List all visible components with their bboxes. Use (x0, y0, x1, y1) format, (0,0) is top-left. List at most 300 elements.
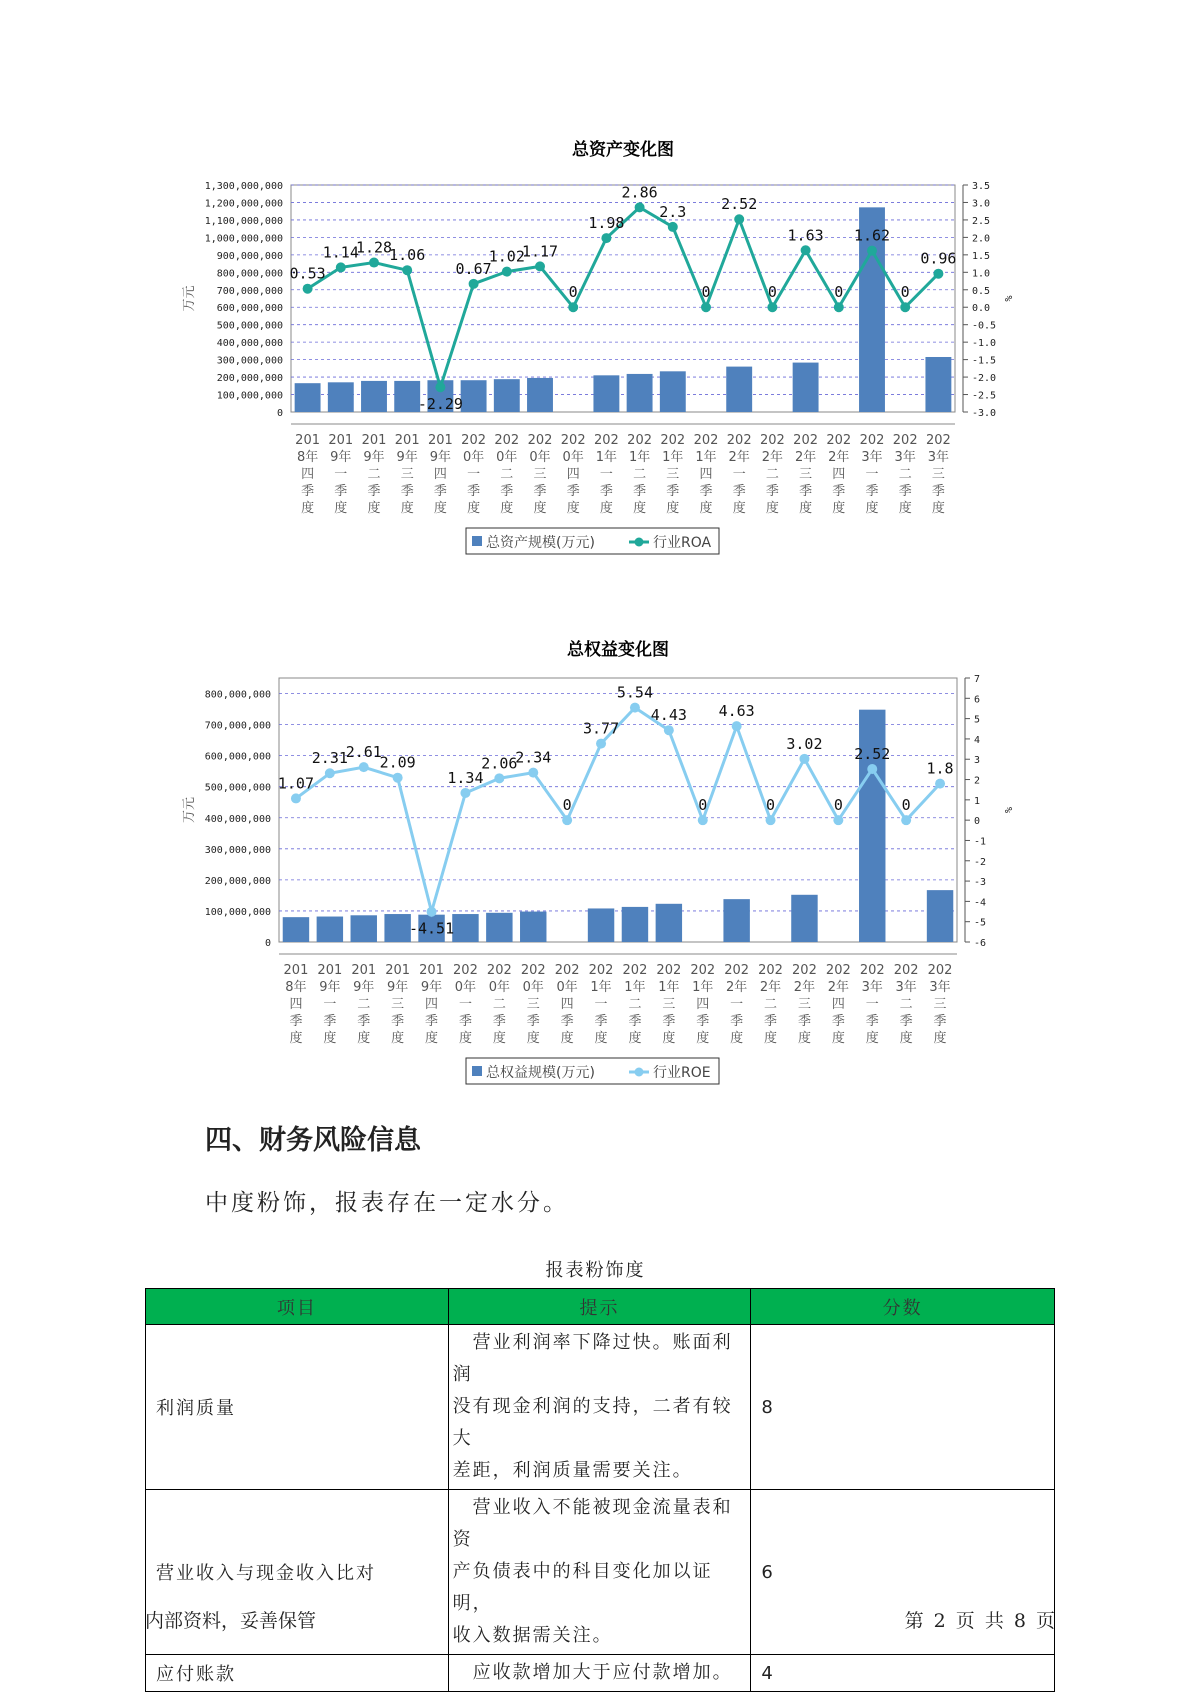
x-tick-label-line: 2年 (728, 450, 750, 465)
y2-tick-label: 2.0 (972, 233, 991, 245)
table-caption: 报表粉饰度 (545, 1260, 646, 1281)
x-tick-label-line: 度 (865, 501, 879, 516)
x-tick-label (528, 433, 553, 516)
x-tick-label-line: 季 (357, 1014, 371, 1029)
table-cell-tip (448, 1655, 751, 1692)
table-header-tip: 提示 (448, 1289, 751, 1325)
x-tick-label-line: 8年 (285, 980, 307, 995)
x-tick-label-line: 202 (520, 963, 546, 978)
line-point (291, 793, 301, 803)
x-tick-label-line: 三 (931, 467, 945, 482)
line-point (568, 302, 578, 312)
y-tick-label: 500,000,000 (204, 782, 271, 794)
section-heading: 四、财务风险信息 (205, 1125, 421, 1156)
x-tick-label-line: 季 (831, 1014, 845, 1029)
x-tick-label-line: 度 (699, 501, 713, 516)
x-tick-label-line: 季 (865, 484, 879, 499)
y2-tick-label: 3.5 (972, 181, 991, 192)
x-tick-label (724, 963, 749, 1046)
table-cell-item: 营业收入与现金收入比对 (146, 1490, 449, 1655)
y-tick-label: 1,100,000,000 (204, 215, 283, 227)
bar (461, 380, 487, 412)
x-tick-label-line: 0年 (522, 980, 544, 995)
tip-line: 产负债表中的科目变化加以证明， (452, 1561, 713, 1614)
x-tick-label (694, 433, 719, 516)
x-tick-label-line: 度 (301, 501, 315, 516)
y2-tick-label: 3 (974, 755, 981, 767)
x-tick-label-line: 3年 (861, 980, 883, 995)
bar (723, 899, 749, 942)
x-tick-label-line: 2年 (793, 980, 816, 995)
x-tick-label-line: 度 (797, 1031, 811, 1046)
x-tick-label (362, 433, 387, 516)
x-tick-label-line: 度 (467, 501, 481, 516)
legend-bar-swatch (472, 1066, 482, 1076)
y2-tick-label: -5 (974, 917, 987, 929)
x-tick-label-line: 度 (931, 501, 945, 516)
x-tick-label-line: 四 (560, 997, 574, 1012)
x-tick-label-line: 季 (433, 484, 447, 499)
x-tick-label-line: 9年 (429, 450, 452, 465)
y2-tick-label: -3.0 (972, 408, 997, 419)
x-tick-label-line: 二 (764, 997, 778, 1012)
x-tick-label-line: 度 (628, 1031, 642, 1046)
line-point (528, 768, 538, 778)
line-point (900, 302, 910, 312)
x-tick-label-line: 季 (730, 1014, 744, 1029)
data-label: 0 (562, 796, 572, 815)
x-tick-label-line: 0年 (496, 450, 518, 465)
bar (328, 382, 354, 412)
y2-tick-label: -2.5 (972, 390, 997, 402)
x-tick-label-line: 季 (458, 1014, 472, 1029)
line-point (935, 779, 945, 789)
line-point (901, 815, 911, 825)
data-label: 1.8 (926, 759, 954, 778)
y2-tick-label: -2.0 (972, 373, 997, 385)
bar (925, 357, 951, 412)
x-tick-label-line: 度 (696, 1031, 710, 1046)
y2-tick-label: 7 (974, 674, 981, 685)
total-assets-chart (0, 140, 1191, 590)
x-tick-label-line: 1年 (658, 980, 680, 995)
x-tick-label-line: 四 (566, 467, 580, 482)
x-tick-label-line: 202 (759, 433, 785, 448)
data-label: 0 (901, 796, 911, 815)
x-tick-label-line: 202 (726, 433, 752, 448)
y-tick-label: 700,000,000 (204, 720, 271, 732)
x-tick-label-line: 202 (927, 963, 953, 978)
y2-tick-label: -0.5 (972, 320, 997, 332)
x-tick-label-line: 202 (622, 963, 648, 978)
x-tick-label-line: 度 (599, 501, 613, 516)
legend-bar-label: 总资产规模(万元) (486, 535, 595, 551)
bar (494, 379, 520, 412)
x-tick-label-line: 202 (527, 433, 553, 448)
line-point (402, 265, 412, 275)
y2-tick-label: 3.0 (972, 198, 991, 210)
y2-tick-label: 5 (974, 714, 981, 726)
table-cell-tip (448, 1490, 751, 1655)
x-tick-label-line: 四 (425, 997, 439, 1012)
bar (726, 367, 752, 412)
x-tick-label-line: 度 (425, 1031, 439, 1046)
x-tick-label (555, 963, 580, 1046)
table-header-score: 分数 (751, 1289, 1055, 1325)
x-tick-label-line: 3年 (861, 450, 883, 465)
x-tick-label (623, 963, 648, 1046)
x-tick-label-line: 三 (933, 997, 947, 1012)
data-label: 1.14 (322, 243, 359, 262)
bar (627, 374, 653, 412)
line-point (833, 815, 843, 825)
x-tick-label-line: 1年 (662, 450, 684, 465)
x-tick-label-line: 二 (357, 997, 371, 1012)
x-tick-label-line: 0年 (556, 980, 578, 995)
line-point (562, 815, 572, 825)
x-tick-label (521, 963, 546, 1046)
x-tick-label-line: 度 (492, 1031, 506, 1046)
x-tick-label-line: 三 (797, 997, 811, 1012)
y2-tick-label: 2.5 (972, 215, 991, 227)
x-tick-label-line: 202 (593, 433, 619, 448)
x-tick-label-line: 9年 (387, 980, 409, 995)
bar (593, 375, 619, 412)
x-tick-label-line: 季 (526, 1014, 540, 1029)
data-label: 0.53 (289, 264, 326, 283)
x-tick-label-line: 季 (628, 1014, 642, 1029)
x-tick-label-line: 1年 (692, 980, 714, 995)
total-equity-chart (0, 640, 1191, 1090)
x-tick-label-line: 度 (898, 501, 912, 516)
table-header-row (146, 1289, 1055, 1325)
x-tick-label-line: 二 (500, 467, 514, 482)
x-tick-label-line: 1年 (628, 450, 651, 465)
x-tick-label-line: 0年 (454, 980, 477, 995)
x-tick-label-line: 度 (764, 1031, 778, 1046)
line-point (630, 703, 640, 713)
chart-title: 总资产变化图 (572, 140, 674, 160)
x-tick-label (928, 963, 953, 1046)
x-tick-label-line: 2年 (759, 980, 782, 995)
x-tick-label-line: 季 (599, 484, 613, 499)
x-tick-label-line: 季 (832, 484, 846, 499)
line-point (303, 284, 313, 294)
y-tick-label: 100,000,000 (204, 906, 271, 918)
legend-line-marker (635, 538, 644, 547)
x-tick-label-line: 季 (662, 1014, 676, 1029)
x-tick-label-line: 2年 (726, 980, 748, 995)
table-row (146, 1325, 1055, 1490)
x-tick-label-line: 度 (730, 1031, 744, 1046)
x-tick-label-line: 202 (826, 433, 852, 448)
x-tick-label-line: 1年 (695, 450, 717, 465)
x-tick-label-line: 度 (500, 501, 514, 516)
tip-line: 应收款增加大于应付款增加。 (452, 1662, 733, 1683)
x-tick-label (419, 963, 444, 1046)
x-tick-label-line: 四 (832, 467, 846, 482)
x-tick-label-line: 202 (494, 433, 520, 448)
x-tick-label-line: 度 (666, 501, 680, 516)
x-tick-label-line: 202 (690, 963, 716, 978)
y-tick-label: 0 (264, 938, 271, 949)
x-tick-label-line: 202 (825, 963, 851, 978)
data-label: 0 (698, 796, 708, 815)
line-point (834, 302, 844, 312)
x-tick-label (487, 963, 512, 1046)
line-point (668, 222, 678, 232)
line-point (460, 788, 470, 798)
bar (295, 383, 321, 412)
x-tick-label-line: 季 (492, 1014, 506, 1029)
data-label: 4.63 (718, 702, 755, 721)
data-label: 5.54 (616, 683, 654, 702)
x-tick-label-line: 201 (328, 433, 354, 448)
y2-tick-label: 1 (974, 795, 981, 807)
y2-tick-label: 2 (974, 775, 981, 787)
x-tick-label-line: 季 (764, 1014, 778, 1029)
x-tick-label (894, 963, 919, 1046)
tip-line: 营业利润率下降过快。账面利润 (452, 1332, 733, 1385)
table-cell-item: 利润质量 (146, 1325, 449, 1490)
legend-bar-label: 总权益规模(万元) (486, 1065, 595, 1081)
x-tick-label-line: 度 (334, 501, 348, 516)
y2-axis-label: % (1002, 806, 1013, 814)
data-label: -2.29 (417, 395, 463, 414)
x-tick-label-line: 201 (361, 433, 387, 448)
bar (588, 908, 614, 942)
x-tick-label-line: 三 (666, 467, 680, 482)
x-tick-label-line: 202 (660, 433, 686, 448)
data-label: 0 (833, 796, 843, 815)
data-label: 0 (766, 796, 776, 815)
x-tick-label-line: 1年 (590, 980, 612, 995)
y-tick-label: 200,000,000 (204, 875, 271, 887)
x-tick-label-line: 一 (334, 467, 348, 482)
y2-tick-label: -1 (974, 836, 987, 848)
x-tick-label (594, 433, 619, 516)
x-tick-label-line: 度 (899, 1031, 913, 1046)
line-point (867, 764, 877, 774)
x-tick-label (860, 433, 885, 516)
x-tick-label-line: 3年 (894, 450, 916, 465)
x-tick-label-line: 202 (461, 433, 487, 448)
x-tick-label-line: 季 (666, 484, 680, 499)
data-label: 2.09 (379, 753, 416, 772)
y-tick-label: 900,000,000 (216, 250, 283, 262)
x-tick-label-line: 四 (696, 997, 710, 1012)
x-tick-label (284, 963, 309, 1046)
data-label: 1.07 (277, 774, 315, 793)
x-tick-label-line: 四 (699, 467, 713, 482)
x-tick-label (860, 963, 885, 1046)
x-tick-label-line: 0年 (488, 980, 510, 995)
bar (384, 914, 410, 942)
y2-tick-label: 1.0 (972, 268, 991, 280)
data-label: 2.86 (621, 183, 658, 202)
x-tick-label-line: 202 (792, 963, 817, 978)
y-tick-label: 800,000,000 (204, 689, 271, 701)
y-axis-label: 万元 (182, 285, 197, 312)
y2-tick-label: 6 (974, 694, 981, 706)
data-label: 2.52 (854, 744, 891, 763)
x-tick-label (660, 433, 685, 516)
x-tick-label-line: 202 (588, 963, 614, 978)
x-tick-label-line: 三 (533, 467, 547, 482)
bar (527, 378, 553, 412)
x-tick-label-line: 一 (599, 467, 613, 482)
x-tick-label-line: 季 (425, 1014, 439, 1029)
x-tick-label (385, 963, 410, 1046)
data-label: 1.02 (488, 247, 525, 266)
x-tick-label-line: 度 (832, 501, 846, 516)
x-tick-label (589, 963, 614, 1046)
x-tick-label-line: 202 (554, 963, 580, 978)
footer-confidential-note: 内部资料，妥善保管 (145, 1610, 317, 1632)
x-tick-label-line: 三 (526, 997, 540, 1012)
x-tick-label-line: 季 (566, 484, 580, 499)
x-tick-label (295, 433, 320, 516)
x-tick-label-line: 8年 (296, 450, 319, 465)
x-tick-label-line: 季 (500, 484, 514, 499)
y-tick-label: 400,000,000 (204, 813, 271, 825)
data-label: 2.34 (515, 748, 552, 767)
x-tick-label-line: 季 (865, 1014, 879, 1029)
data-label: 2.52 (721, 195, 758, 214)
line-point (933, 269, 943, 279)
data-label: 0.67 (455, 259, 492, 278)
x-tick-label-line: 度 (633, 501, 647, 516)
line-point (601, 233, 611, 243)
data-label: 2.31 (311, 749, 348, 768)
line-point (698, 815, 708, 825)
x-tick-label-line: 二 (367, 467, 381, 482)
x-tick-label-line: 三 (391, 997, 405, 1012)
x-tick-label (758, 963, 783, 1046)
data-label: 0.96 (920, 249, 957, 268)
table-header-item: 项目 (146, 1289, 449, 1325)
footer-page-number: 第 2 页 共 8 页 (904, 1610, 1055, 1632)
x-tick-label-line: 度 (526, 1031, 540, 1046)
data-label: 0 (568, 283, 578, 302)
x-tick-label-line: 3年 (927, 450, 950, 465)
data-label: 1.34 (447, 768, 484, 787)
x-tick-label-line: 二 (899, 997, 913, 1012)
x-tick-label-line: 0年 (562, 450, 584, 465)
line-point (766, 815, 776, 825)
x-tick-label-line: 季 (533, 484, 547, 499)
x-tick-label-line: 2年 (761, 450, 784, 465)
total-assets-chart-svg (0, 140, 1191, 590)
x-tick-label-line: 季 (797, 1014, 811, 1029)
bar (656, 904, 682, 942)
line-point (469, 279, 479, 289)
table-row (146, 1655, 1055, 1692)
x-tick-label-line: 1年 (595, 450, 618, 465)
y-tick-label: 200,000,000 (216, 373, 283, 385)
x-tick-label-line: 三 (662, 997, 676, 1012)
line-point (596, 739, 606, 749)
x-tick-label-line: 0年 (529, 450, 551, 465)
x-tick-label-line: 度 (458, 1031, 472, 1046)
x-tick-label-line: 202 (893, 963, 919, 978)
x-tick-label-line: 9年 (330, 450, 352, 465)
y2-tick-label: -2 (974, 856, 987, 868)
line-point (435, 382, 445, 392)
x-tick-label-line: 季 (696, 1014, 710, 1029)
x-tick-label-line: 202 (453, 963, 478, 978)
line-point (369, 258, 379, 268)
x-tick-label-line: 三 (400, 467, 414, 482)
y-tick-label: 800,000,000 (216, 268, 283, 280)
y-tick-label: 1,000,000,000 (204, 233, 283, 245)
bar (394, 381, 420, 412)
x-tick-label-line: 一 (458, 997, 472, 1012)
x-tick-label-line: 0年 (462, 450, 485, 465)
x-tick-label-line: 2年 (794, 450, 817, 465)
x-tick-label-line: 季 (799, 484, 813, 499)
x-tick-label-line: 度 (799, 501, 813, 516)
bar (520, 912, 546, 942)
x-tick-label-line: 201 (419, 963, 444, 978)
y-tick-label: 300,000,000 (216, 355, 283, 367)
x-tick-label-line: 四 (831, 997, 845, 1012)
y2-tick-label: 1.5 (972, 250, 991, 262)
x-tick-label-line: 度 (289, 1031, 303, 1046)
y-tick-label: 100,000,000 (216, 390, 283, 402)
x-tick-label-line: 202 (724, 963, 750, 978)
table-cell-score: 4 (751, 1655, 1055, 1692)
bar (622, 907, 648, 942)
x-tick-label-line: 3年 (929, 980, 951, 995)
x-tick-label (792, 963, 817, 1046)
line-point (767, 302, 777, 312)
data-label: 0 (767, 283, 777, 302)
x-tick-label-line: 202 (627, 433, 653, 448)
line-point (325, 768, 335, 778)
x-tick-label-line: 一 (467, 467, 481, 482)
x-tick-label-line: 度 (594, 1031, 608, 1046)
x-tick-label-line: 2年 (828, 450, 850, 465)
y2-axis-label: % (1002, 295, 1013, 302)
x-tick-label-line: 度 (323, 1031, 337, 1046)
x-tick-label-line: 季 (301, 484, 315, 499)
x-tick-label (826, 963, 851, 1046)
total-equity-chart-svg (0, 640, 1191, 1090)
table-cell-tip (448, 1325, 751, 1490)
bar (793, 363, 819, 412)
x-tick-label-line: 季 (323, 1014, 337, 1029)
x-tick-label-line: 季 (899, 1014, 913, 1029)
line-point (664, 725, 674, 735)
x-tick-label-line: 季 (933, 1014, 947, 1029)
x-tick-label-line: 季 (931, 484, 945, 499)
x-tick-label-line: 季 (594, 1014, 608, 1029)
y-tick-label: 1,200,000,000 (204, 198, 283, 210)
x-tick-label-line: 度 (433, 501, 447, 516)
y-tick-label: 0 (276, 408, 283, 419)
x-tick-label-line: 度 (662, 1031, 676, 1046)
line-point (393, 773, 403, 783)
x-tick-label (494, 433, 519, 516)
x-tick-label-line: 四 (433, 467, 447, 482)
y-tick-label: 600,000,000 (204, 751, 271, 763)
x-tick-label-line: 度 (831, 1031, 845, 1046)
line-point (502, 267, 512, 277)
line-point (535, 261, 545, 271)
chart-title: 总权益变化图 (567, 640, 669, 660)
y2-tick-label: -3 (974, 877, 987, 889)
